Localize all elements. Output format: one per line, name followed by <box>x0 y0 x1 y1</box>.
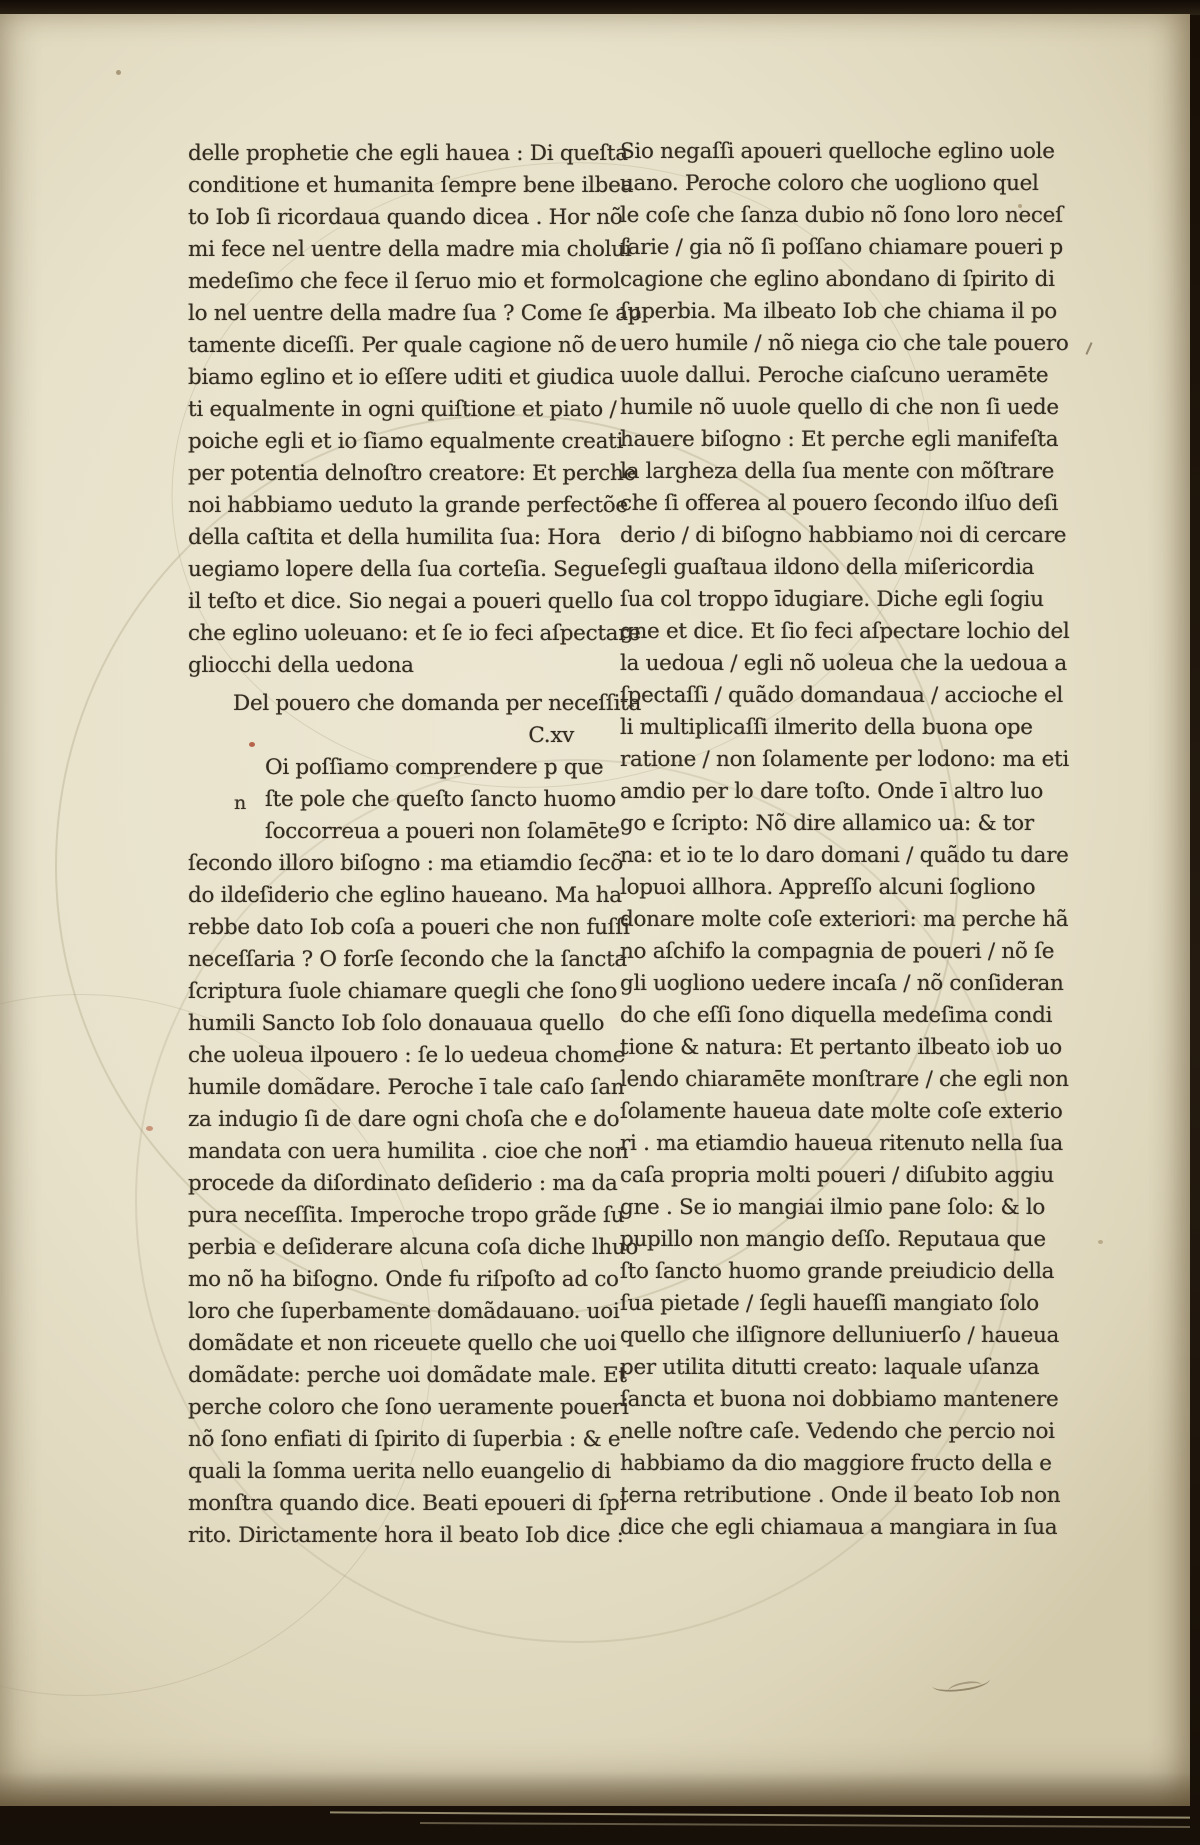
text-line: gliocchi della uedona <box>188 653 414 678</box>
text-line: ſuperbia. Ma ilbeato Iob che chiama il po <box>620 299 1057 324</box>
text-line: dice che egli chiamaua a mangiara in ſua <box>620 1515 1058 1540</box>
text-line: ri . ma etiamdio haueua ritenuto nella ſua <box>620 1131 1063 1156</box>
text-line: uano. Peroche coloro che uogliono quel <box>620 171 1039 196</box>
text-line: mo nõ ha biſogno. Onde fu riſpoſto ad co <box>188 1267 619 1292</box>
red-foxing-speck <box>249 742 255 747</box>
text-line: medeſimo che fece il ſeruo mio et formol <box>188 269 621 294</box>
text-line: uegiamo lopere della ſua corteſia. Segue <box>188 557 620 582</box>
text-line: ſto ſancto huomo grande preiudicio della <box>620 1259 1055 1284</box>
text-line: uuole dallui. Peroche ciaſcuno ueramēte <box>620 363 1049 388</box>
text-line: il teſto et dice. Sio negai a poueri quello <box>188 589 613 614</box>
text-line: humile nõ uuole quello di che non ſi uede <box>620 395 1059 420</box>
chapter-number: C.xv <box>528 723 574 748</box>
text-line: mi fece nel uentre della madre mia cholui <box>188 237 632 262</box>
page-stack-edge <box>330 1811 1190 1818</box>
text-line: Oi poſſiamo comprendere p que <box>265 755 604 780</box>
text-line: caſa propria molti poueri / diſubito aggiu <box>620 1163 1054 1188</box>
foxing-speck <box>1098 1240 1103 1244</box>
paragraph-block-2 <box>188 752 639 1552</box>
text-line: domãdate: perche uoi domãdate male. Et <box>188 1363 627 1388</box>
text-line: Sio negaſſi apoueri quelloche eglino uole <box>620 139 1055 164</box>
text-line: ſancta et buona noi dobbiamo mantenere <box>620 1387 1059 1412</box>
text-line: quali la ſomma uerita nello euangelio di <box>188 1459 611 1484</box>
text-line: domãdate et non riceuete quello che uoi <box>188 1331 617 1356</box>
text-line: conditione et humanita ſempre bene ilbea <box>188 173 634 198</box>
book-page <box>0 14 1190 1806</box>
text-line: li multiplicaſſi ilmerito della buona ope <box>620 715 1033 740</box>
text-line: ſegli guaſtaua ildono della miſericordia <box>620 555 1035 580</box>
text-line: ti equalmente in ogni quiſtione et piato / <box>188 397 617 422</box>
text-line: della caſtita et della humilita ſua: Hora <box>188 525 601 550</box>
text-line: cagione che eglino abondano di ſpirito di <box>620 267 1055 292</box>
marginal-pen-mark <box>1085 342 1092 355</box>
text-line: ſte pole che queſto ſancto huomo <box>265 787 616 812</box>
text-line: ſolamente haueua date molte coſe exterio <box>620 1099 1063 1124</box>
text-line: do che eſſi ſono diquella medeſima condi <box>620 1003 1053 1028</box>
text-line: ſua col troppo īdugiare. Diche egli ſogiu <box>620 587 1044 612</box>
text-line: nõ ſono enfiati di ſpirito di ſuperbia : & e <box>188 1427 621 1452</box>
text-line: che eglino uoleuano: et ſe io feci aſpectare <box>188 621 641 646</box>
text-line: gne . Se io mangiai ilmio pane ſolo: & lo <box>620 1195 1046 1220</box>
text-line: pupillo non mangio deſſo. Reputaua que <box>620 1227 1046 1252</box>
text-line: noi habbiamo ueduto la grande perfectõe <box>188 493 628 518</box>
right-text-column <box>620 136 1070 1544</box>
text-line: pura neceſſita. Imperoche tropo grãde ſu <box>188 1203 625 1228</box>
text-line: poiche egli et io ſiamo equalmente creati <box>188 429 624 454</box>
text-line: tione & natura: Et pertanto ilbeato iob uo <box>620 1035 1062 1060</box>
text-line: humile domãdare. Peroche ī tale caſo ſan <box>188 1075 625 1100</box>
text-line: rito. Dirictamente hora il beato Iob dice : <box>188 1523 624 1548</box>
text-line: quello che ilſignore delluniuerſo / haueua <box>620 1323 1060 1348</box>
text-line: ſpectaſſi / quãdo domandaua / accioche el <box>620 683 1064 708</box>
text-line: che uoleua ilpouero : ſe lo uedeua chome <box>188 1043 626 1068</box>
text-line: amdio per lo dare toſto. Onde ī altro luo <box>620 779 1043 804</box>
chapter-heading: Del pouero che domanda per neceſſita <box>233 691 642 716</box>
text-line: le coſe che ſanza dubio nõ ſono loro neceſ <box>620 203 1063 228</box>
text-line: monſtra quando dice. Beati epoueri di ſpi <box>188 1491 627 1516</box>
text-line: nelle noſtre caſe. Vedendo che percio noi <box>620 1419 1055 1444</box>
text-line: ſua pietade / ſegli haueſſi mangiato ſolo <box>620 1291 1039 1316</box>
text-line: perbia e deſiderare alcuna coſa diche lhuo <box>188 1235 639 1260</box>
book-top-edge <box>0 0 1200 15</box>
text-line: per utilita ditutti creato: laquale uſanza <box>620 1355 1040 1380</box>
text-line: la largheza della ſua mente con mõſtrare <box>620 459 1055 484</box>
text-line: perche coloro che ſono ueramente poueri <box>188 1395 629 1420</box>
text-line: to Iob ſi ricordaua quando dicea . Hor nõ <box>188 205 623 230</box>
guide-letter: n <box>234 792 246 814</box>
text-line: uero humile / nõ niega cio che tale pouero <box>620 331 1069 356</box>
text-line: humili Sancto Iob ſolo donauaua quello <box>188 1011 605 1036</box>
text-line: za indugio ſi de dare ogni choſa che e do <box>188 1107 620 1132</box>
left-text-column <box>188 138 642 1552</box>
paragraph-lines <box>188 848 639 1552</box>
text-line: habbiamo da dio maggiore fructo della e <box>620 1451 1052 1476</box>
text-line: neceſſaria ? O forſe ſecondo che la ſancta <box>188 947 627 972</box>
text-line: la uedoua / egli nõ uoleua che la uedoua a <box>620 651 1067 676</box>
text-line: gli uogliono uedere incaſa / nõ conſideran <box>620 971 1064 996</box>
text-line: no aſchifo la compagnia de poueri / nõ ſe <box>620 939 1055 964</box>
text-line: mandata con uera humilita . cioe che non <box>188 1139 629 1164</box>
text-line: ſcriptura ſuole chiamare quegli che ſono <box>188 979 617 1004</box>
text-line: lendo chiaramēte monſtrare / che egli non <box>620 1067 1069 1092</box>
text-line: delle prophetie che egli hauea : Di queſta <box>188 141 628 166</box>
page-stack-edge <box>420 1822 1190 1828</box>
text-line: che ſi offerea al pouero ſecondo ilſuo deſi <box>620 491 1059 516</box>
text-line: lo nel uentre della madre ſua ? Come ſe ap <box>188 301 642 326</box>
text-line: go e ſcripto: Nõ dire allamico ua: & tor <box>620 811 1034 836</box>
text-line: do ildeſiderio che eglino haueano. Ma ha <box>188 883 622 908</box>
red-foxing-speck <box>146 1126 153 1131</box>
foxing-speck <box>116 70 121 75</box>
drop-cap-indented-lines <box>188 752 620 848</box>
text-line: derio / di biſogno habbiamo noi di cercare <box>620 523 1067 548</box>
text-line: procede da diſordinato deſiderio : ma da <box>188 1171 618 1196</box>
text-line: per potentia delnoſtro creatore: Et perche <box>188 461 636 486</box>
text-line: gne et dice. Et ſio feci aſpectare lochio del <box>620 619 1070 644</box>
text-line: ſoccorreua a poueri non ſolamēte <box>265 819 620 844</box>
text-line: biamo eglino et io eſſere uditi et giudica <box>188 365 614 390</box>
text-line: ſarie / gia nõ ſi poſſano chiamare poueri p <box>620 235 1063 260</box>
text-line: donare molte coſe exteriori: ma perche hã <box>620 907 1069 932</box>
text-line: terna retributione . Onde il beato Iob non <box>620 1483 1061 1508</box>
text-line: tamente diceſſi. Per quale cagione nõ de <box>188 333 617 358</box>
text-line: ratione / non ſolamente per lodono: ma eti <box>620 747 1069 772</box>
foxing-speck <box>1018 204 1022 208</box>
text-line: loro che ſuperbamente domãdauano. uoi <box>188 1299 620 1324</box>
text-line: ſecondo illoro biſogno : ma etiamdio ſecõ <box>188 851 623 876</box>
text-line: rebbe dato Iob coſa a poueri che non fuſſi <box>188 915 630 940</box>
text-line: hauere biſogno : Et perche egli manifeſta <box>620 427 1059 452</box>
text-line: lopuoi allhora. Appreſſo alcuni ſogliono <box>620 875 1036 900</box>
paragraph-block-1 <box>188 138 642 682</box>
text-line: na: et io te lo daro domani / quãdo tu dare <box>620 843 1069 868</box>
